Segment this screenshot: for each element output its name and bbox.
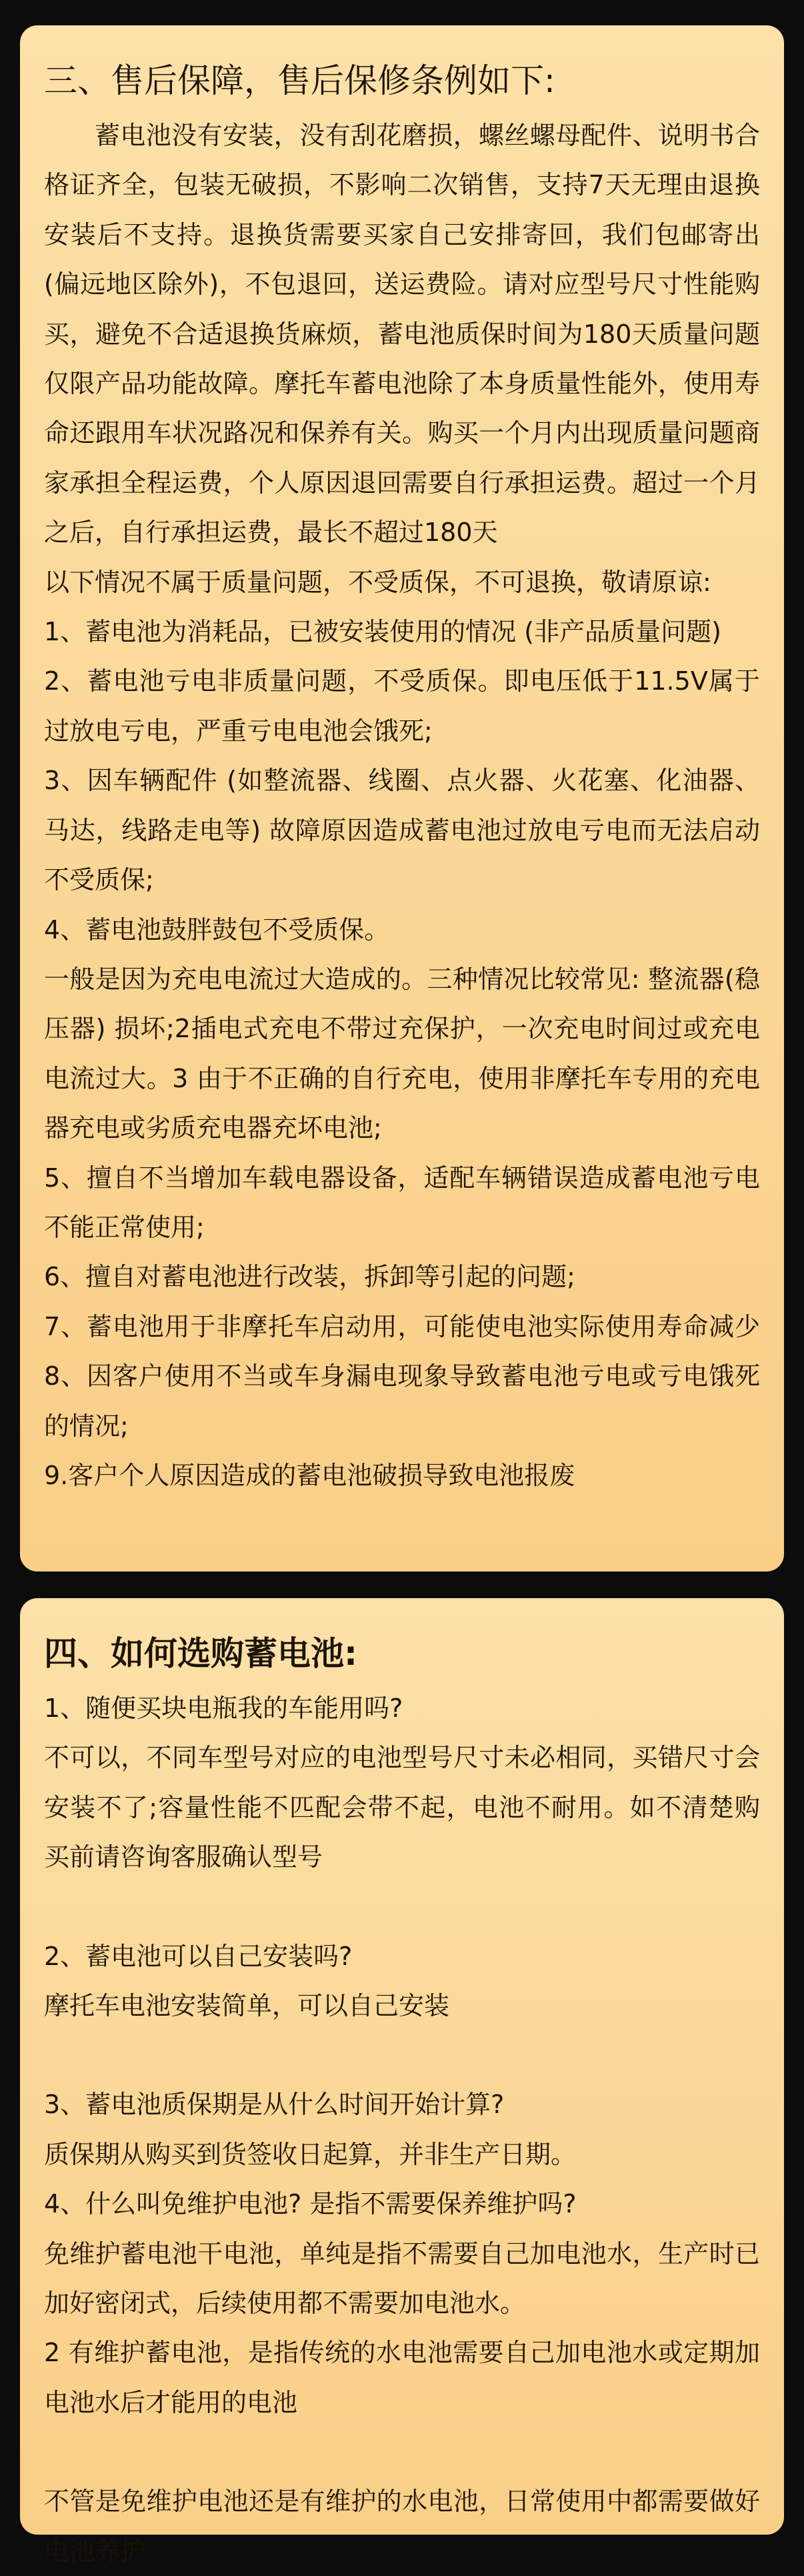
- spacer: [44, 1882, 760, 1932]
- faq-answer-1: 不可以，不同车型号对应的电池型号尺寸未必相同，买错尺寸会安装不了;容量性能不匹配会带不起，电池不耐用。如不清楚购买前请咨询客服确认型号: [44, 1743, 760, 1872]
- buying-guide-card: [20, 1598, 784, 2566]
- exclusion-item-4-detail: 一般是因为充电电流过大造成的。三种情况比较常见: 整流器(稳压器) 损坏;2插电式充电不带过充保护，一次充电时间过或充电电流过大。3 由于不正确的自行充电，使用非摩托车专用的充电器充电或劣质充电器充坏电池;: [44, 964, 760, 1143]
- exclusion-item-1: 1、蓄电池为消耗品，已被安装使用的情况 (非产品质量问题): [44, 617, 721, 647]
- exclusion-item-6: 6、擅自对蓄电池进行改装，拆卸等引起的问题;: [44, 1262, 575, 1292]
- exclusion-item-5: 5、擅自不当增加车载电器设备，适配车辆错误造成蓄电池亏电不能正常使用;: [44, 1163, 760, 1242]
- faq-answer-4: 免维护蓄电池干电池，单纯是指不需要自己加电池水，生产时已加好密闭式，后续使用都不需要加电池水。: [44, 2238, 760, 2319]
- section4-title: 四、如何选购蓄电池:: [44, 1634, 357, 1673]
- exclusion-item-9: 9.客户个人原因造成的蓄电池破损导致电池报废: [44, 1460, 575, 1490]
- faq-answer-2: 摩托车电池安装简单，可以自己安装: [44, 1991, 450, 2021]
- exclusion-item-4: 4、蓄电池鼓胖鼓包不受质保。: [44, 914, 390, 944]
- faq-answer-3: 质保期从购买到货签收日起算，并非生产日期。: [44, 2139, 577, 2169]
- section3-title: 三、售后保障，售后保修条例如下:: [44, 61, 555, 100]
- exclusion-item-3: 3、因车辆配件 (如整流器、线圈、点火器、火花塞、化油器、马达，线路走电等) 故障原因造成蓄电池过放电亏电而无法启动不受质保;: [44, 766, 760, 895]
- exclusion-item-7: 7、蓄电池用于非摩托车启动用，可能使电池实际使用寿命减少8、因客户使用不当或车身漏电现象导致蓄电池亏电或亏电饿死的情况;: [44, 1311, 760, 1441]
- spacer: [44, 2427, 760, 2477]
- exclusion-item-2: 2、蓄电池亏电非质量问题，不受质保。即电压低于11.5V属于过放电亏电，严重亏电电池会饿死;: [44, 666, 760, 746]
- after-sales-card: [20, 25, 784, 1571]
- faq-question-4: 4、什么叫免维护电池? 是指不需要保养维护吗?: [44, 2189, 577, 2219]
- closing-note: 不管是免维护电池还是有维护的水电池，日常使用中都需要做好电池养护: [44, 2487, 760, 2566]
- faq-question-2: 2、蓄电池可以自己安装吗?: [44, 1941, 353, 1971]
- faq-answer-4b: 2 有维护蓄电池，是指传统的水电池需要自己加电池水或定期加电池水后才能用的电池: [44, 2338, 760, 2417]
- exclusions-lead: 以下情况不属于质量问题，不受质保，不可退换，敬请原谅:: [44, 567, 711, 597]
- spacer: [44, 2030, 760, 2080]
- warranty-intro: 蓄电池没有安装，没有刮花磨损，螺丝螺母配件、说明书合格证齐全，包装无破损，不影响二次销售，支持7天无理由退换安装后不支持。退换货需要买家自己安排寄回，我们包邮寄出(偏远地区除外)，不包退回，送运费险。请对应型号尺寸性能购买，避免不合适退换货麻烦，蓄电池质保时间为180天质量问题仅限产品功能故障。摩托车蓄电池除了本身质量性能外，使用寿命还跟用车状况路况和保养有关。购买一个月内出现质量问题商家承担全程运费，个人原因退回需要自行承担运费。超过一个月之后，自行承担运费，最长不超过180天: [44, 121, 760, 548]
- faq-question-3: 3、蓄电池质保期是从什么时间开始计算?: [44, 2090, 505, 2120]
- faq-question-1: 1、随便买块电瓶我的车能用吗?: [44, 1694, 403, 1723]
